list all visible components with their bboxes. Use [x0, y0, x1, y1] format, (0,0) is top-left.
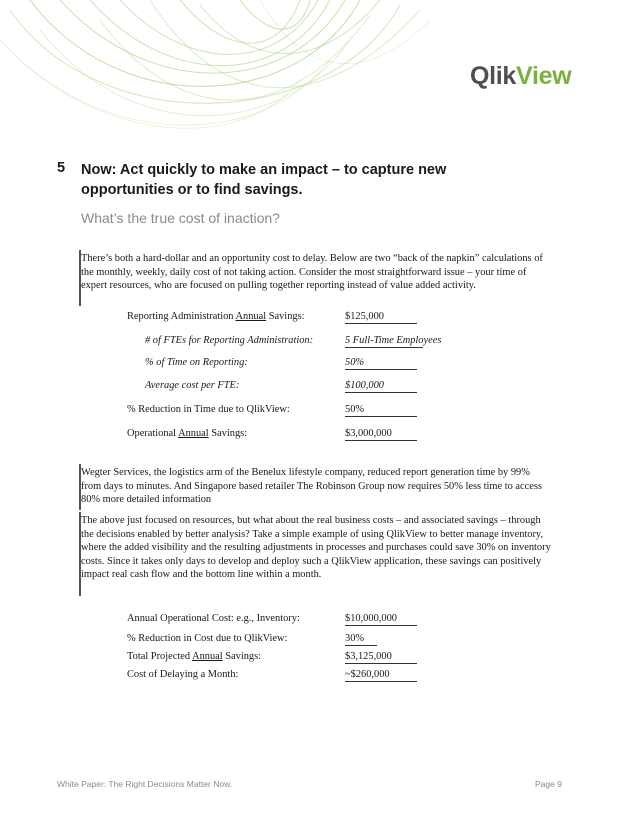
calc1-row-label: # of FTEs for Reporting Administration: — [145, 335, 314, 346]
calc2-row-value: $10,000,000 — [345, 613, 417, 626]
calc2-row-label: Annual Operational Cost: e.g., Inventory: — [127, 613, 300, 624]
calc1-row-label: Average cost per FTE: — [145, 380, 240, 391]
section-number: 5 — [57, 160, 66, 176]
calc2-row-value: $3,125,000 — [345, 651, 417, 664]
intro-paragraph: There’s both a hard-dollar and an opportunity cost to delay. Below are two “back of the napkin” calculations of the monthly, weekly, daily cost of not taking action. Consider the most straightforward issue – your time of expert resources, who are focused on pulling together reporting instead of value added activity. — [81, 253, 543, 292]
calc1-row-value: $3,000,000 — [345, 428, 417, 441]
case-study-paragraph: Wegter Services, the logistics arm of the Benelux lifestyle company, reduced report generation time by 99% from days to minutes. And Singapore based retailer The Robinson Group now requires 50% less time to access 80% more detailed information — [81, 467, 542, 506]
footer-title: White Paper: The Right Decisions Matter Now. — [57, 779, 233, 789]
qlikview-logo — [470, 62, 571, 91]
calc2-row-label: Cost of Delaying a Month: — [127, 669, 239, 680]
logo-text-qlik: Qlik — [470, 62, 517, 90]
logo-text-view: View — [516, 62, 572, 90]
calc1-row-label: Reporting Administration Annual Savings: — [127, 311, 305, 322]
calc1-row-value: 5 Full-Time Employees — [345, 335, 442, 346]
calc1-row-label: % of Time on Reporting: — [145, 357, 248, 368]
calc1-row-value: 50% — [345, 357, 417, 370]
business-costs-paragraph: The above just focused on resources, but what about the real business costs – and associated savings – through the decisions enabled by better analysis? Take a simple example of using QlikView to better manage inventory, where the added visibility and the resulting adjustments in processes and purchases could save 30% on inventory costs. Since it takes only days to develop and deploy such a QlikView application, these savings can positively impact real cash flow and the bottom line within a month. — [81, 515, 551, 581]
calc1-row-label: % Reduction in Time due to QlikView: — [127, 404, 290, 415]
calc1-row-value: $125,000 — [345, 311, 417, 324]
calc1-row-label: Operational Annual Savings: — [127, 428, 248, 439]
section-title: Now: Act quickly to make an impact – to capture new opportunities or to find savings. — [81, 162, 447, 198]
calc2-row-value: ~$260,000 — [345, 669, 417, 682]
calc2-row-label: Total Projected Annual Savings: — [127, 651, 262, 662]
page-number: Page 9 — [535, 779, 562, 789]
calc2-row-value: 30% — [345, 633, 377, 646]
calc1-row-value: $100,000 — [345, 380, 417, 393]
calc1-row-value: 50% — [345, 404, 417, 417]
calc2-row-label: % Reduction in Cost due to QlikView: — [127, 633, 288, 644]
section-subheading: What’s the true cost of inaction? — [81, 210, 280, 226]
